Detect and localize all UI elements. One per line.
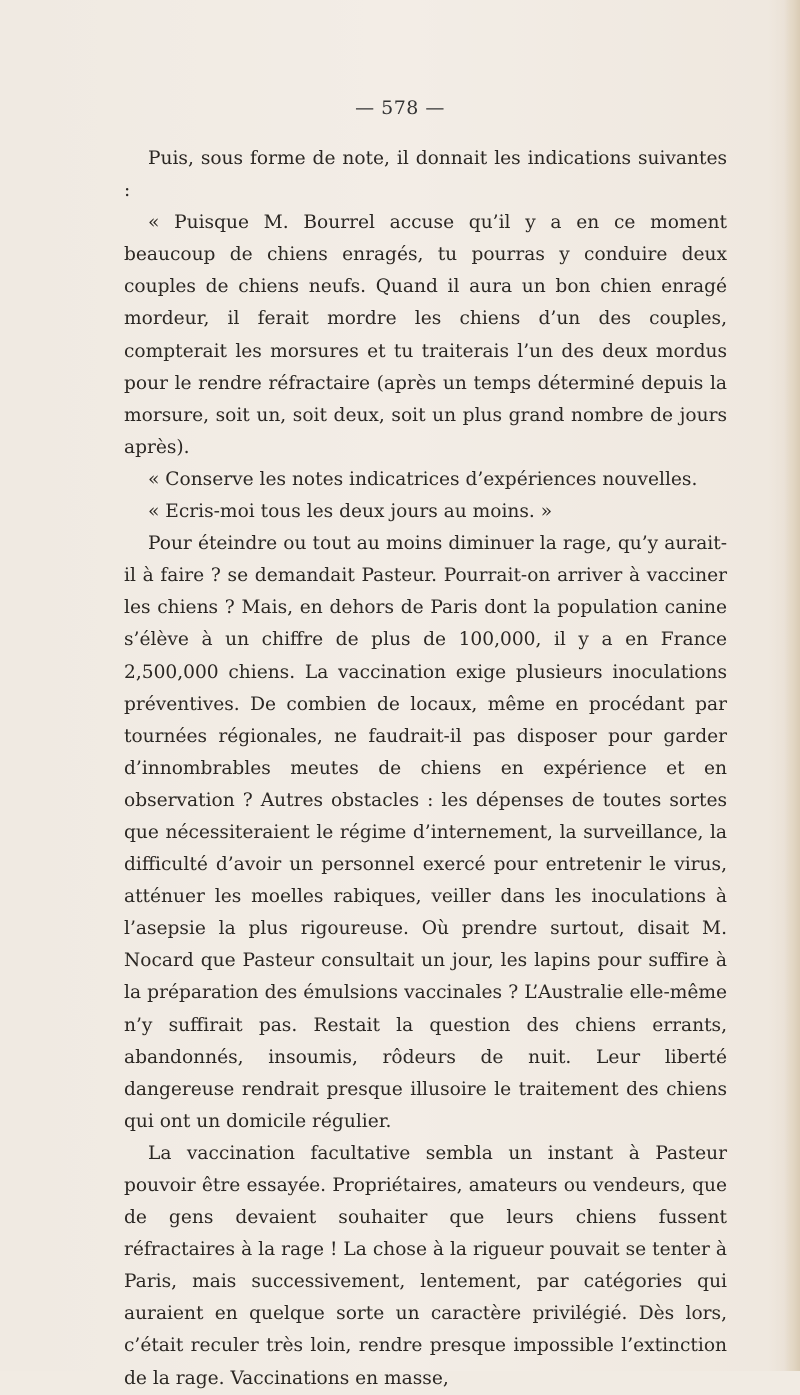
page-edge-shadow (784, 0, 800, 1371)
paragraph-quote-3: « Ecris-moi tous les deux jours au moins. » (148, 501, 553, 523)
body-text (124, 143, 727, 1395)
paragraph-quote-2: « Conserve les notes indicatrices d’expériences nouvelles. (148, 468, 698, 490)
paragraph-intro: Puis, sous forme de note, il donnait les indications suivantes : (124, 148, 727, 202)
paragraph-vaccination-dogs: Pour éteindre ou tout au moins diminuer la rage, qu’y aurait-il à faire ? se demandait Pasteur. Pourrait-on arriver à vacciner les chiens ? Mais, en dehors de Paris dont la population canine s’élève à un chiffre de plus de 100,000, il y a en France 2,500,000 chiens. La vaccination exige plusieurs inoculations préventives. De combien de locaux, même en procédant par tournées régionales, ne faudrait-il pas disposer pour garder d’innombrables meutes de chiens en expérience et en observation ? Autres obstacles : les dépenses de toutes sortes que nécessiteraient le régime d’internement, la surveillance, la difficulté d’avoir un personnel exercé pour entretenir le virus, atténuer les moelles rabiques, veiller dans les inoculations à l’asepsie la plus rigoureuse. Où prendre surtout, disait M. Nocard que Pasteur consultait un jour, les lapins pour suffire à la préparation des émulsions vaccinales ? L’Australie elle-même n’y suffirait pas. Restait la question des chiens errants, abandonnés, insoumis, rôdeurs de nuit. Leur liberté dangereuse rendrait presque illusoire le traitement des chiens qui ont un domicile régulier. (124, 533, 727, 1132)
paragraph-quote-1: « Puisque M. Bourrel accuse qu’il y a en ce moment beaucoup de chiens enragés, tu pourras y conduire deux couples de chiens neufs. Quand il aura un bon chien enragé mordeur, il ferait mordre les chiens d’un des couples, compterait les morsures et tu traiterais l’un des deux mordus pour le rendre réfractaire (après un temps déterminé depuis la morsure, soit un, soit deux, soit un plus grand nombre de jours après). (124, 212, 727, 458)
page-number: — 578 — (355, 97, 445, 119)
paragraph-optional-vaccination: La vaccination facultative sembla un instant à Pasteur pouvoir être essayée. Propriétaires, amateurs ou vendeurs, que de gens devaient souhaiter que leurs chiens fussent réfractaires à la rage ! La chose à la rigueur pouvait se tenter à Paris, mais successivement, lentement, par catégories qui auraient en quelque sorte un caractère privilégié. Dès lors, c’était reculer très loin, rendre presque impossible l’extinction de la rage. Vaccinations en masse, (124, 1142, 727, 1389)
